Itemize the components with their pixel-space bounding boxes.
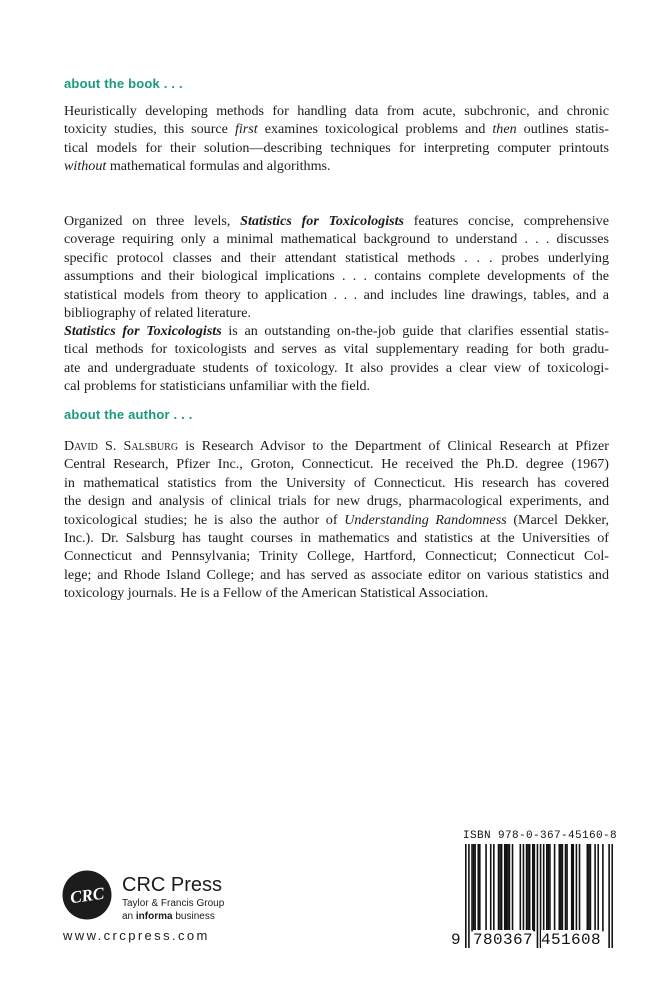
barcode-bar [534, 844, 536, 931]
text-run: David S. Salsburg [64, 438, 179, 454]
text-line [64, 230, 609, 248]
text-line [64, 139, 609, 157]
barcode-bar [572, 844, 574, 931]
barcode-bar [526, 844, 528, 931]
crc-logo [62, 870, 112, 920]
text-run: lege; and Rhode Island College; and has served as associate editor on various statistics and [64, 566, 609, 583]
text-line [64, 377, 609, 395]
barcode-bar [523, 844, 525, 931]
barcode-bar [507, 844, 509, 931]
text-line [64, 547, 609, 565]
barcode-bar [529, 844, 531, 931]
text-run: then [492, 121, 517, 138]
text-run: features concise, comprehensive [404, 213, 609, 229]
text-run: without [64, 158, 107, 175]
about-book-heading: about the book . . . [64, 76, 183, 91]
barcode-bar [566, 844, 568, 931]
text-run: Statistics for Toxicologists [240, 213, 405, 229]
barcode-bar [576, 844, 578, 931]
barcode-bar [473, 844, 475, 931]
barcode-bar [590, 844, 592, 931]
barcode-bar [485, 844, 487, 931]
about-author-paragraph [64, 437, 609, 603]
text-line [64, 322, 609, 340]
barcode-digits [451, 930, 617, 952]
about-book-paragraph-1 [64, 102, 609, 176]
barcode-bar [474, 844, 476, 931]
barcode-bar [588, 844, 590, 931]
text-run: tical models for their solution—describing techniques for interpreting computer printouts [64, 139, 609, 156]
text-line [64, 340, 609, 358]
publisher-url: www.crcpress.com [63, 928, 210, 943]
tagline-prefix: an [122, 911, 136, 922]
publisher-name: CRC Press [122, 874, 223, 896]
text-line [64, 511, 609, 529]
barcode-bar [558, 844, 560, 931]
text-line [64, 304, 609, 322]
barcode-bar [504, 844, 506, 931]
text-line [64, 102, 609, 120]
text-line [64, 286, 609, 304]
barcode-bar [506, 844, 508, 931]
text-run: toxicity studies, this source [64, 121, 235, 138]
text-run: Connecticut and Pennsylvania; Trinity College, Hartford, Connecticut; Connecticut Col- [64, 548, 609, 565]
text-line [64, 437, 609, 455]
text-run: Organized on three levels, [64, 213, 241, 229]
text-line [64, 566, 609, 584]
barcode-bar [499, 844, 501, 931]
text-run: Statistics for Toxicologists [64, 323, 222, 339]
text-line [64, 212, 609, 230]
barcode-bar [493, 844, 495, 931]
publisher-tagline [122, 911, 215, 922]
barcode-bar [587, 844, 589, 931]
text-run: examines toxicological problems and [257, 121, 493, 138]
barcode-bar [565, 844, 567, 931]
text-line [64, 492, 609, 510]
text-run: is Research Advisor to the Department of Clinical Research at Pfizer [178, 438, 609, 454]
isbn-label: ISBN 978-0-367-45160-8 [463, 830, 618, 842]
text-run: toxicology journals. He is a Fellow of the American Statistical Association. [64, 585, 489, 602]
text-run: outlines statis- [516, 121, 609, 138]
text-line [64, 157, 609, 175]
text-run: cal problems for statisticians unfamiliar with the field. [64, 378, 371, 395]
text-run: mathematical formulas and algorithms. [106, 158, 331, 175]
barcode-bar [477, 844, 479, 931]
text-run: Inc.). Dr. Salsburg has taught courses in mathematics and statistics at the Universities of [64, 530, 609, 547]
barcode-bar [471, 844, 473, 931]
barcode-bar [560, 844, 562, 931]
text-run: toxicological studies; he is also the author of [64, 511, 345, 528]
text-run: is an outstanding on-the-job guide that clarifies essential statis- [221, 323, 609, 339]
barcode-bar [602, 844, 604, 931]
barcode-bar [532, 844, 534, 931]
barcode-bar [548, 844, 550, 931]
barcode-digit-group-2: 451608 [541, 931, 602, 949]
text-run: the design and analysis of clinical trials for new drugs, pharmacological experiments, and [64, 493, 609, 510]
text-run: assumptions and their biological implications . . . contains complete developments of the [64, 268, 609, 285]
barcode-bar [597, 844, 599, 931]
text-run: Understanding Randomness [344, 511, 507, 528]
text-run: ate and undergraduate students of toxicology. It also provides a clear view of toxicologi- [64, 359, 609, 376]
about-book-paragraph-3 [64, 322, 609, 396]
barcode-digit-first: 9 [451, 931, 461, 949]
tagline-brand: informa [135, 911, 173, 922]
text-run: statistical models from theory to application . . . and includes line drawings, tables, and a [64, 286, 609, 303]
barcode-bar [562, 844, 564, 931]
text-run: bibliography of related literature. [64, 305, 252, 322]
text-run: coverage requiring only a minimal mathematical background to understand . . . discusses [64, 231, 609, 248]
text-run: in mathematical statistics from the University of Connecticut. His research has covered [64, 474, 609, 491]
barcode-digit-group-1: 780367 [473, 931, 534, 949]
crc-logo-text: CRC [68, 883, 106, 908]
text-line [64, 267, 609, 285]
text-line [64, 455, 609, 473]
barcode-bar [527, 844, 529, 931]
barcode-bar [520, 844, 522, 931]
text-run: first [234, 121, 258, 138]
barcode-bar [498, 844, 500, 931]
text-run: Central Research, Pfizer Inc., Groton, Connecticut. He received the Ph.D. degree (1967) [64, 456, 609, 473]
barcode-bar [479, 844, 481, 931]
barcode-bar [512, 844, 514, 931]
tagline-suffix: business [172, 911, 215, 922]
text-run: Heuristically developing methods for handling data from acute, subchronic, and chronic [64, 103, 609, 119]
text-line [64, 474, 609, 492]
barcode-bar [509, 844, 511, 931]
text-line [64, 359, 609, 377]
barcode-bar [579, 844, 581, 931]
about-book-paragraph-2 [64, 212, 609, 322]
barcode-bar [571, 844, 573, 931]
text-line [64, 584, 609, 602]
publisher-group: Taylor & Francis Group [122, 898, 225, 909]
barcode-bar [546, 844, 548, 931]
barcode-bar [554, 844, 556, 931]
barcode-bar [490, 844, 492, 931]
barcode-bar [501, 844, 503, 931]
barcode-bar [594, 844, 596, 931]
barcode-bar [543, 844, 545, 931]
text-run: specific protocol classes and their attendant statistical methods . . . probes underlying [64, 249, 609, 266]
text-line [64, 120, 609, 138]
text-run: tical methods for toxicologists and serves as vital supplementary reading for both gradu- [64, 341, 609, 358]
barcode-bar [549, 844, 551, 931]
text-run: (Marcel Dekker, [506, 511, 610, 528]
text-line [64, 249, 609, 267]
text-line [64, 529, 609, 547]
about-author-heading: about the author . . . [64, 407, 193, 422]
